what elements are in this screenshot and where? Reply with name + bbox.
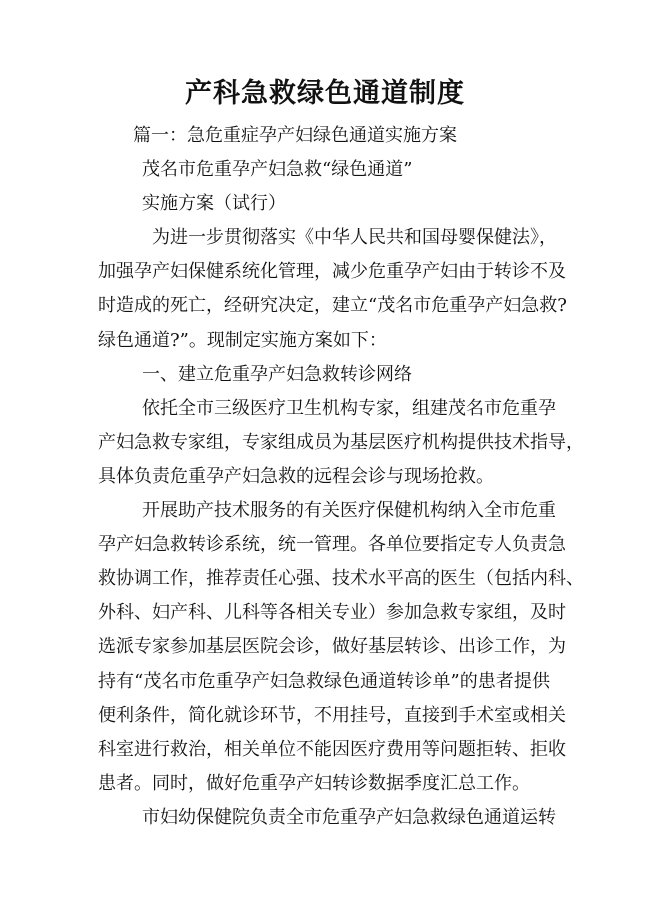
paragraph-line: 开展助产技术服务的有关医疗保健机构纳入全市危重	[142, 500, 556, 522]
text-line	[0, 801, 650, 835]
paragraph-line: 持有“茂名市危重孕产妇急救绿色通道转诊单”的患者提供	[98, 670, 550, 692]
paragraph-line: 便利条件，简化就诊环节，不用挂号，直接到手术室或相关	[98, 704, 566, 726]
text-line	[0, 221, 650, 255]
text-line	[0, 494, 650, 528]
text-line	[0, 289, 650, 323]
paragraph-line: 选派专家参加基层医院会诊，做好基层转诊、出诊工作，为	[98, 636, 566, 658]
text-line	[0, 630, 650, 664]
paragraph-line: 绿色通道?”。现制定实施方案如下：	[98, 329, 387, 351]
text-line	[0, 596, 650, 630]
paragraph-line: 产妇急救专家组，专家组成员为基层医疗机构提供技术指导，	[98, 431, 584, 453]
text-line	[0, 392, 650, 426]
paragraph-line: 救协调工作，推荐责任心强、技术水平高的医生（包括内科、	[98, 568, 584, 590]
document-body	[0, 119, 650, 835]
paragraph-line: 科室进行救治，相关单位不能因医疗费用等问题拒转、拒收	[98, 738, 566, 760]
text-line	[0, 528, 650, 562]
paragraph-line: 孕产妇急救转诊系统，统一管理。各单位要指定专人负责急	[98, 534, 566, 556]
paragraph-line: 为进一步贯彻落实《中华人民共和国母婴保健法》，	[152, 227, 557, 249]
text-line	[0, 324, 650, 358]
subtitle-line: 茂名市危重孕产妇急救“绿色通道”	[142, 159, 413, 181]
text-line	[0, 358, 650, 392]
text-line	[0, 187, 650, 221]
subtitle-line: 实施方案（试行）	[142, 193, 286, 215]
text-line	[0, 733, 650, 767]
text-line	[0, 426, 650, 460]
text-line	[0, 767, 650, 801]
paragraph-line: 市妇幼保健院负责全市危重孕产妇急救绿色通道运转	[142, 806, 556, 828]
paragraph-line: 患者。同时，做好危重孕产妇转诊数据季度汇总工作。	[98, 772, 530, 794]
text-line	[0, 119, 650, 153]
paragraph-line: 具体负责危重孕产妇急救的远程会诊与现场抢救。	[98, 465, 494, 487]
section-heading-line: 一、建立危重孕产妇急救转诊网络	[142, 363, 412, 385]
paragraph-line: 时造成的死亡，经研究决定，建立“茂名市危重孕产妇急救?	[98, 295, 567, 317]
paragraph-line: 依托全市三级医疗卫生机构专家，组建茂名市危重孕	[142, 397, 556, 419]
text-line	[0, 255, 650, 289]
text-line	[0, 665, 650, 699]
text-line	[0, 153, 650, 187]
section-heading-line: 篇一：急危重症孕产妇绿色通道实施方案	[133, 125, 457, 146]
document-title: 产科急救绿色通道制度	[185, 78, 465, 109]
text-line	[0, 460, 650, 494]
text-line	[0, 699, 650, 733]
paragraph-line: 加强孕产妇保健系统化管理，减少危重孕产妇由于转诊不及	[98, 261, 566, 283]
text-line	[0, 562, 650, 596]
paragraph-line: 外科、妇产科、儿科等各相关专业）参加急救专家组，及时	[98, 602, 566, 624]
